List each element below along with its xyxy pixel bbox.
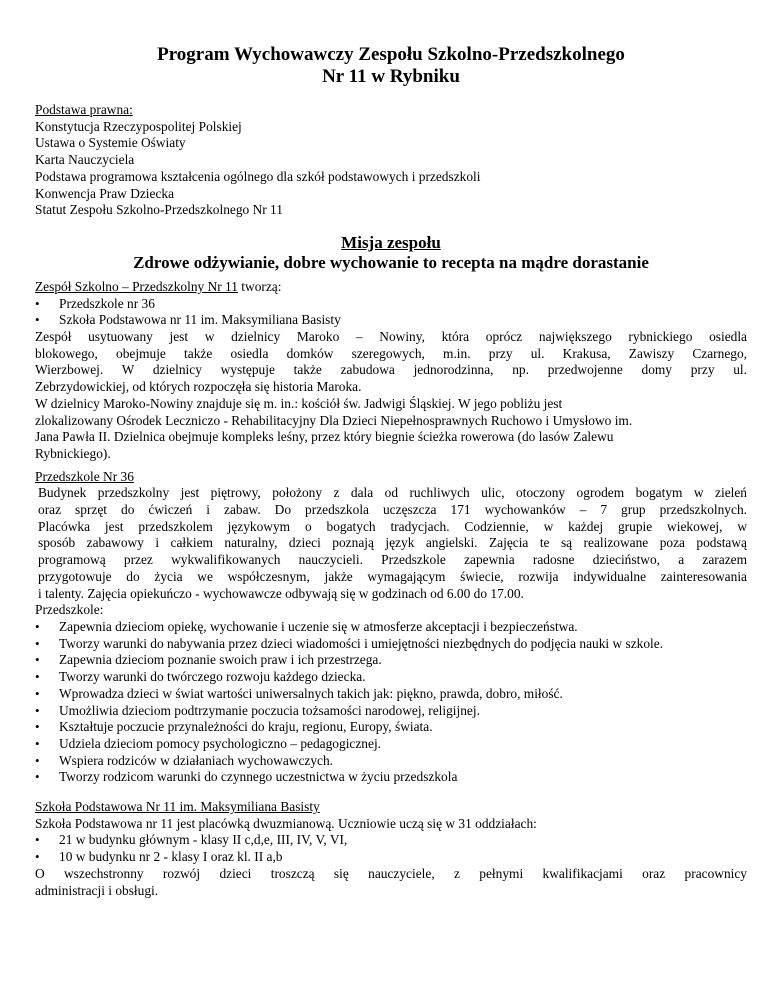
list-item: • Tworzy warunki do nabywania przez dzieci wiadomości i umiejętności niezbędnych do podjęcia nauki w szkole. <box>35 636 747 653</box>
legal-basis-item: Konstytucja Rzeczypospolitej Polskiej <box>35 118 242 134</box>
legal-basis-item: Konwencja Praw Dziecka <box>35 185 175 201</box>
list-item: • Umożliwia dzieciom podtrzymanie poczucia tożsamości narodowej, religijnej. <box>35 703 747 720</box>
legal-basis-item: Ustawa o Systemie Oświaty <box>35 135 186 151</box>
school-intro: Szkoła Podstawowa nr 11 jest placówką dwuzmianową. Uczniowie uczą się w 31 oddziałach: <box>35 815 537 831</box>
mission-motto: Zdrowe odżywianie, dobre wychowanie to recepta na mądre dorastanie <box>133 252 649 272</box>
paragraph-line: W dzielnicy Maroko-Nowiny znajduje się m. in.: kościół św. Jadwigi Śląskiej. W jego pobliżu jest <box>35 395 563 411</box>
list-item: • Szkoła Podstawowa nr 11 im. Maksymiliana Basisty <box>35 312 747 329</box>
list-item: • 10 w budynku nr 2 - klasy I oraz kl. II a,b <box>35 849 747 866</box>
paragraph-line: blokowego, obejmuje także osiedla domków szeregowych, m.in. przy ul. Krakusa, Zawiszy Czarnego, <box>35 345 747 361</box>
complex-heading <box>35 279 747 296</box>
list-item: • Przedszkole nr 36 <box>35 296 747 313</box>
legal-basis-item: Karta Nauczyciela <box>35 152 135 168</box>
school-staff-paragraph <box>35 866 747 899</box>
list-item: • Wspiera rodziców w działaniach wychowawczych. <box>35 753 747 770</box>
paragraph-line: Jana Pawła II. Dzielnica obejmuje kompleks leśny, przez który biegnie ścieżka rowerowa (do lasów Zalewu <box>35 429 614 445</box>
paragraph-line: O wszechstronny rozwój dzieci troszczą się nauczyciele, z pełnymi kwalifikacjami oraz pracownicy <box>35 865 747 881</box>
list-item: • 21 w budynku głównym - klasy II c,d,e, III, IV, V, VI, <box>35 832 747 849</box>
kindergarten-section <box>35 469 747 786</box>
complex-district-paragraph <box>35 396 747 463</box>
paragraph-line: Wierzbowej. W dzielnicy występuje także zabudowa jednorodzinna, np. przedwojenne domy przy ul. <box>35 362 747 378</box>
complex-location-paragraph <box>35 329 747 396</box>
list-item: • Udziela dzieciom pomocy psychologiczno – pedagogicznej. <box>35 736 747 753</box>
paragraph-line: programową przez wykwalifikowanych nauczycieli. Przedszkole zapewnia radosne dzieciństwo, a zarazem <box>38 552 747 568</box>
mission-heading: Misja zespołu <box>341 232 441 252</box>
complex-units-list <box>35 296 747 329</box>
kindergarten-list-intro: Przedszkole: <box>35 602 104 618</box>
paragraph-line: i talenty. Zajęcia opiekuńczo - wychowawcze odbywają się w godzinach od 6.00 do 17.00. <box>38 585 524 601</box>
list-item: • Zapewnia dzieciom poznanie swoich praw i ich przestrzega. <box>35 652 747 669</box>
paragraph-line: sposób zabawowy i całkiem naturalny, dzieci poznają język angielski. Zajęcia te są realizowane poza podstawą <box>38 535 747 551</box>
legal-basis-item: Podstawa programowa kształcenia ogólnego dla szkół podstawowych i przedszkoli <box>35 168 481 184</box>
kindergarten-description <box>35 485 747 602</box>
kindergarten-tasks-list <box>35 619 747 786</box>
paragraph-line: Zebrzydowickiej, od których rozpoczęła się historia Maroka. <box>35 379 362 395</box>
list-item: • Kształtuje poczucie przynależności do kraju, regionu, Europy, świata. <box>35 719 747 736</box>
list-item: • Tworzy rodzicom warunki do czynnego uczestnictwa w życiu przedszkola <box>35 769 747 786</box>
school-buildings-list <box>35 832 747 865</box>
title-line-2: Nr 11 w Rybniku <box>322 66 460 87</box>
paragraph-line: Budynek przedszkolny jest piętrowy, położony z dala od ruchliwych ulic, otoczony ogrodem bogatym w zieleń <box>38 485 747 501</box>
document-page <box>35 44 747 899</box>
paragraph-line: Zespół usytuowany jest w dzielnicy Maroko – Nowiny, która oprócz największego rybnickiego osiedla <box>35 329 747 345</box>
list-item: • Zapewnia dzieciom opiekę, wychowanie i uczenie się w atmosferze akceptacji i bezpieczeństwa. <box>35 619 747 636</box>
legal-basis-heading: Podstawa prawna: <box>35 102 133 117</box>
list-item: • Wprowadza dzieci w świat wartości uniwersalnych takich jak: piękno, prawda, dobro, miłość. <box>35 686 747 703</box>
paragraph-line: Placówka jest przedszkolem językowym o bogatych tradycjach. Codziennie, w każdej grupie wiekowej, w <box>38 518 747 534</box>
kindergarten-heading: Przedszkole Nr 36 <box>35 468 134 484</box>
mission-section <box>35 233 747 273</box>
paragraph-line: oraz sprzęt do ćwiczeń i zabaw. Do przedszkola uczęszcza 171 wychowanków – 7 grup przedszkolnych. <box>38 502 747 518</box>
complex-heading-rest: tworzą: <box>237 278 282 294</box>
paragraph-line: przygotowuje do życia we współczesnym, jakże wymagającym świecie, rozwija indywidualne zainteresowania <box>38 568 747 584</box>
complex-section <box>35 279 747 463</box>
document-title <box>35 44 747 88</box>
legal-basis-item: Statut Zespołu Szkolno-Przedszkolnego Nr 11 <box>35 202 283 218</box>
school-section <box>35 799 747 899</box>
title-line-1: Program Wychowawczy Zespołu Szkolno-Przedszkolnego <box>157 44 625 65</box>
school-heading: Szkoła Podstawowa Nr 11 im. Maksymiliana Basisty <box>35 799 320 815</box>
legal-basis-section <box>35 102 747 219</box>
complex-heading-name: Zespół Szkolno – Przedszkolny Nr 11 <box>35 278 238 294</box>
list-item: • Tworzy warunki do twórczego rozwoju każdego dziecka. <box>35 669 747 686</box>
paragraph-line: administracji i obsługi. <box>35 882 159 898</box>
paragraph-line: zlokalizowany Ośrodek Leczniczo - Rehabilitacyjny Dla Dzieci Niepełnosprawnych Ruchowo i Umysłowo im. <box>35 412 633 428</box>
paragraph-line: Rybnickiego). <box>35 445 111 461</box>
